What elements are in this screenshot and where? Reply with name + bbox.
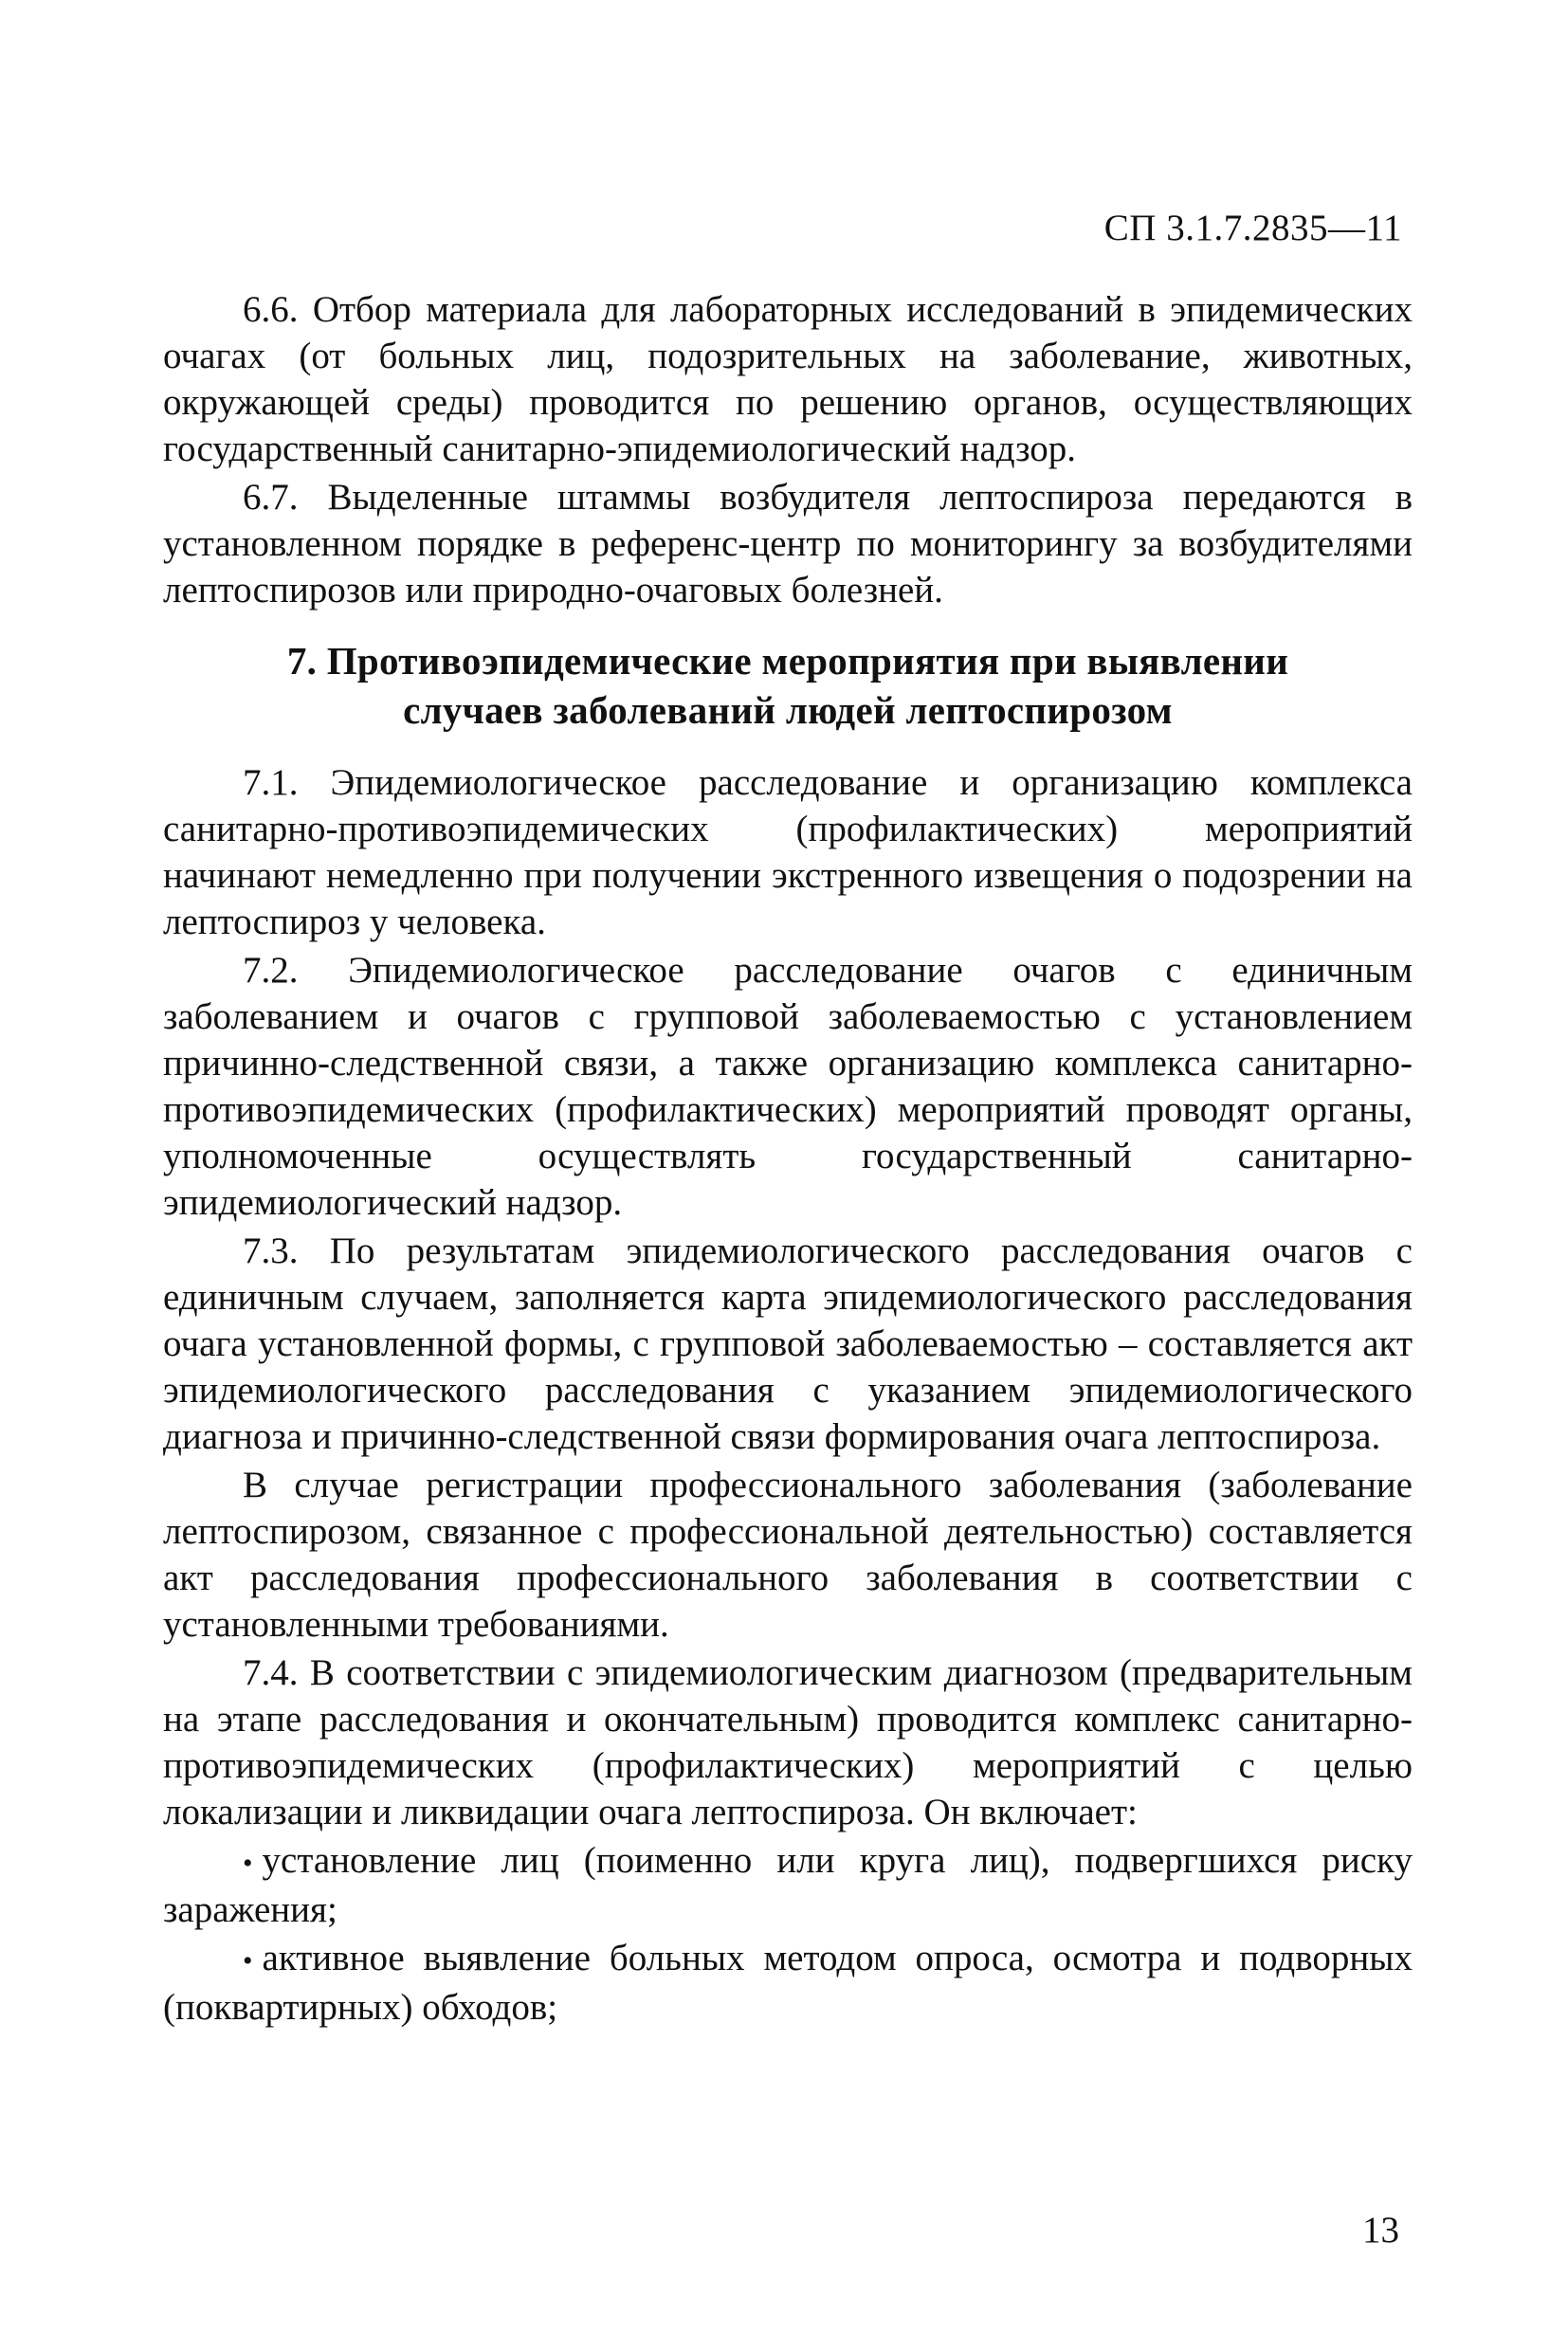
- paragraph-6-7: 6.7. Выделенные штаммы возбудителя лептоспироза передаются в установленном порядке в референс-центр по мониторингу за возбудителями лептоспирозов или природно-очаговых болезней.: [163, 477, 1413, 611]
- paragraph-7-2: 7.2. Эпидемиологическое расследование очагов с единичным заболеванием и очагов с групповой заболеваемостью с установлением причинно-следственной связи, а также организацию комплекса санитарно-противоэпидемических (профилактических) мероприятий проводят органы, уполномоченные осуществлять государственный санитарно-эпидемиологический надзор.: [163, 950, 1413, 1223]
- paragraph-6-6: 6.6. Отбор материала для лабораторных исследований в эпидемических очагах (от больных лиц, подозрительных на заболевание, животных, окружающей среды) проводится по решению органов, осуществляющих государственный санитарно-эпидемиологический надзор.: [163, 289, 1413, 469]
- page-number: 13: [1362, 2210, 1399, 2251]
- section-heading-line-2: случаев заболеваний людей лептоспирозом: [403, 688, 1173, 732]
- paragraph-7-4: 7.4. В соответствии с эпидемиологическим диагнозом (предварительным на этапе расследования и окончательным) проводится комплекс санитарно-противоэпидемических (профилактических) мероприятий с целью локализации и ликвидации очага лептоспироза. Он включает:: [163, 1652, 1413, 1832]
- document-code-header: СП 3.1.7.2835—11: [1103, 208, 1402, 248]
- bullet-icon: •: [243, 1848, 253, 1879]
- paragraph-occupational-case: В случае регистрации профессионального заболевания (заболевание лептоспирозом, связанное с профессиональной деятельностью) составляется акт расследования профессионального заболевания в соответствии с установленными требованиями.: [163, 1465, 1413, 1645]
- paragraph-7-1: 7.1. Эпидемиологическое расследование и организацию комплекса санитарно-противоэпидемических (профилактических) мероприятий начинают немедленно при получении экстренного извещения о подозрении на лептоспироз у человека.: [163, 762, 1413, 942]
- page-body: [163, 286, 1413, 2032]
- measures-list: [163, 1837, 1413, 2031]
- section-heading-line-1: 7. Противоэпидемические мероприятия при выявлении: [286, 639, 1289, 683]
- list-item-text: активное выявление больных методом опроса, осмотра и подворных (поквартирных) обходов;: [163, 1938, 1413, 2028]
- section-7-heading: [163, 636, 1413, 735]
- paragraph-7-3: 7.3. По результатам эпидемиологического расследования очагов с единичным случаем, заполняется карта эпидемиологического расследования очага установленной формы, с групповой заболеваемостью – составляется акт эпидемиологического расследования с указанием эпидемиологического диагноза и причинно-следственной связи формирования очага лептоспироза.: [163, 1230, 1413, 1457]
- list-item: [163, 1935, 1413, 2031]
- bullet-icon: •: [243, 1945, 253, 1977]
- list-item: [163, 1837, 1413, 1933]
- list-item-text: установление лиц (поименно или круга лиц), подвергшихся риску заражения;: [163, 1840, 1413, 1930]
